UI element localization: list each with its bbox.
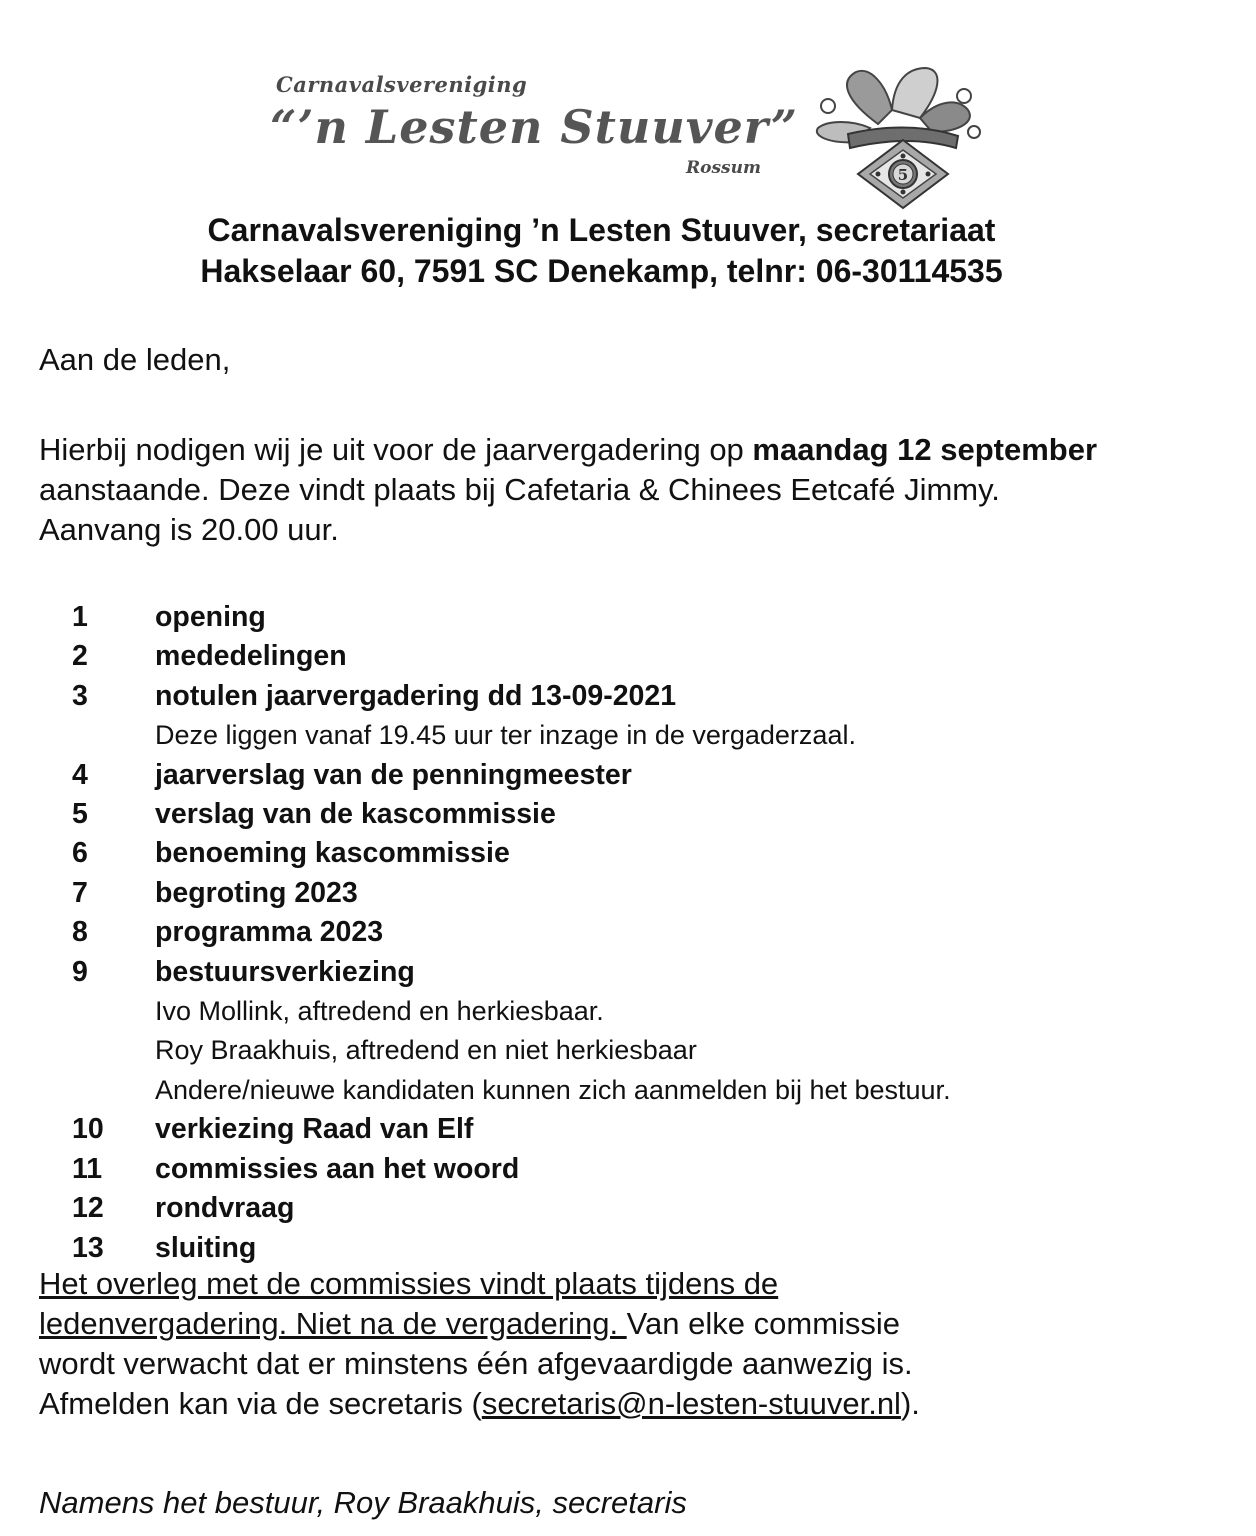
closing-line-3: wordt verwacht dat er minstens één afgevaardigde aanwezig is. bbox=[39, 1346, 913, 1381]
agenda-item-number: 2 bbox=[72, 640, 88, 673]
agenda-item bbox=[0, 1189, 1256, 1228]
closing-line-4 bbox=[39, 1384, 1239, 1424]
intro-line-1 bbox=[39, 430, 1239, 470]
agenda-item-number: 12 bbox=[72, 1192, 104, 1225]
logo-club-name: “’n Lesten Stuuver” bbox=[270, 100, 799, 154]
agenda-item-number: 4 bbox=[72, 758, 88, 791]
agenda-item bbox=[0, 756, 1256, 795]
closing-paragraph bbox=[39, 1264, 1239, 1424]
greeting: Aan de leden, bbox=[39, 342, 231, 377]
agenda-item-number: 8 bbox=[72, 916, 88, 949]
badge-number: 5 bbox=[897, 166, 909, 184]
agenda-list bbox=[0, 598, 1256, 1268]
agenda-item bbox=[0, 913, 1256, 952]
closing-line-1 bbox=[39, 1264, 1239, 1304]
agenda-item-note: Andere/nieuwe kandidaten kunnen zich aanmelden bij het bestuur. bbox=[155, 1074, 951, 1105]
agenda-item-title: jaarverslag van de penningmeester bbox=[155, 758, 632, 791]
agenda-item-title: benoeming kascommissie bbox=[155, 837, 510, 870]
signature: Namens het bestuur, Roy Braakhuis, secretaris bbox=[39, 1485, 687, 1520]
agenda-item-note: Roy Braakhuis, aftredend en niet herkiesbaar bbox=[155, 1035, 697, 1066]
agenda-item bbox=[0, 637, 1256, 676]
agenda-item bbox=[0, 953, 1256, 1111]
agenda-item bbox=[0, 1150, 1256, 1189]
intro-line-2: aanstaande. Deze vindt plaats bij Cafetaria & Chinees Eetcafé Jimmy. bbox=[39, 472, 1000, 507]
agenda-item-title: opening bbox=[155, 601, 266, 633]
agenda-item-number: 13 bbox=[72, 1231, 104, 1264]
agenda-item-number: 6 bbox=[72, 837, 88, 870]
intro-line-3: Aanvang is 20.00 uur. bbox=[39, 512, 339, 547]
agenda-item-title: begroting 2023 bbox=[155, 876, 358, 909]
agenda-item-note: Deze liggen vanaf 19.45 uur ter inzage in de vergaderzaal. bbox=[155, 720, 856, 751]
agenda-item-number: 9 bbox=[72, 955, 88, 988]
closing-text-4-end: ). bbox=[900, 1386, 920, 1421]
agenda-item bbox=[0, 1110, 1256, 1149]
agenda-item-title: notulen jaarvergadering dd 13-09-2021 bbox=[155, 679, 677, 712]
agenda-item-title: programma 2023 bbox=[155, 916, 384, 949]
closing-line-2 bbox=[39, 1304, 1239, 1344]
agenda-item bbox=[0, 795, 1256, 834]
agenda-item bbox=[0, 834, 1256, 873]
agenda-item-title: sluiting bbox=[155, 1231, 257, 1264]
agenda-item-title: commissies aan het woord bbox=[155, 1152, 520, 1185]
agenda-item bbox=[0, 1229, 1256, 1268]
letterhead bbox=[0, 210, 1203, 292]
agenda-item-number: 1 bbox=[72, 601, 88, 633]
agenda-item bbox=[0, 598, 1256, 637]
jester-hat-icon bbox=[808, 62, 983, 212]
closing-underlined-2: ledenvergadering. Niet na de vergadering. bbox=[39, 1306, 627, 1341]
agenda-item-number: 7 bbox=[72, 876, 88, 909]
logo-club-type: Carnavalsvereniging bbox=[276, 72, 528, 97]
agenda-item-title: verslag van de kascommissie bbox=[155, 798, 556, 831]
email-link[interactable]: secretaris@n-lesten-stuuver.nl bbox=[481, 1386, 901, 1421]
agenda-item-number: 5 bbox=[72, 798, 88, 831]
agenda-item-number: 10 bbox=[72, 1113, 104, 1146]
agenda-item-title: verkiezing Raad van Elf bbox=[155, 1113, 474, 1146]
closing-text-2: Van elke commissie bbox=[626, 1306, 901, 1341]
agenda-item bbox=[0, 874, 1256, 913]
intro-text: Hierbij nodigen wij je uit voor de jaarvergadering op bbox=[39, 432, 753, 467]
agenda-item-title: rondvraag bbox=[155, 1192, 295, 1225]
agenda-item-number: 11 bbox=[72, 1152, 103, 1185]
closing-text-4: Afmelden kan via de secretaris ( bbox=[39, 1386, 482, 1421]
letterhead-title: Carnavalsvereniging ’n Lesten Stuuver, secretariaat bbox=[207, 212, 996, 248]
logo-town: Rossum bbox=[686, 158, 761, 178]
meeting-date: maandag 12 september bbox=[752, 432, 1098, 467]
agenda-item-title: bestuursverkiezing bbox=[155, 955, 415, 988]
closing-underlined-1: Het overleg met de commissies vindt plaats tijdens de bbox=[39, 1266, 779, 1301]
agenda-item-title: mededelingen bbox=[155, 640, 347, 673]
agenda-item-number: 3 bbox=[72, 679, 88, 712]
agenda-item bbox=[0, 677, 1256, 756]
intro-paragraph bbox=[39, 430, 1239, 550]
club-logo bbox=[270, 62, 990, 212]
letterhead-address: Hakselaar 60, 7591 SC Denekamp, telnr: 06-30114535 bbox=[200, 253, 1003, 289]
agenda-item-note: Ivo Mollink, aftredend en herkiesbaar. bbox=[155, 996, 604, 1027]
